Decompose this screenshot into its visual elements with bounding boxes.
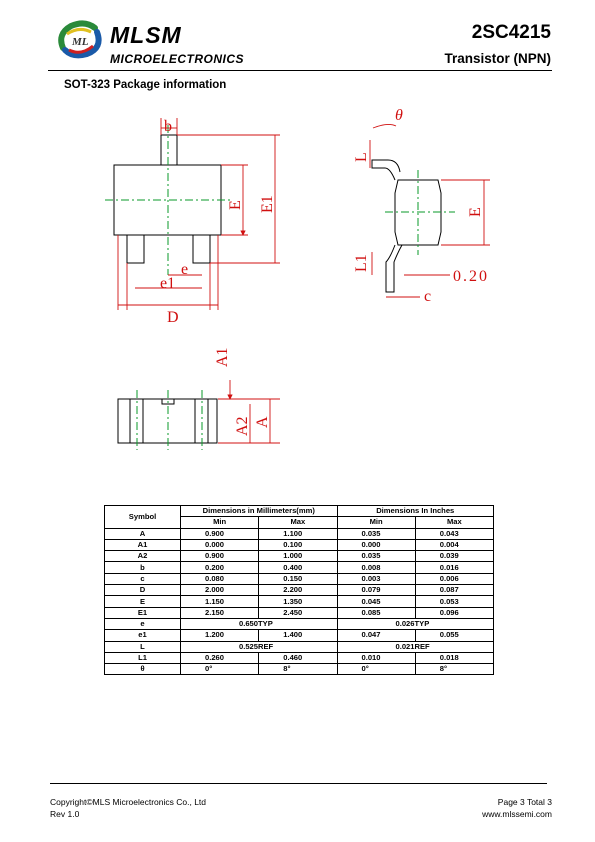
footer-divider — [50, 783, 547, 784]
cell-mm-max: 1.100 — [259, 528, 337, 539]
th-mm-min: Min — [181, 517, 259, 528]
cell-mm-min: 1.200 — [181, 630, 259, 641]
table-row — [105, 641, 494, 652]
label-c: c — [424, 288, 432, 305]
cell-symbol: L1 — [105, 652, 181, 663]
label-A2: A2 — [234, 416, 251, 436]
cell-in-max: 0.039 — [415, 551, 493, 562]
label-e1: e1 — [160, 275, 176, 292]
th-inches: Dimensions In Inches — [337, 506, 494, 517]
label-D: D — [167, 309, 179, 326]
th-symbol: Symbol — [105, 506, 181, 529]
cell-in-min: 0.000 — [337, 539, 415, 550]
brand-name: MLSM — [110, 22, 182, 48]
table-row — [105, 596, 494, 607]
part-number: 2SC4215 — [471, 22, 551, 43]
cell-mm-min: 1.150 — [181, 596, 259, 607]
cell-in-min: 0.003 — [337, 573, 415, 584]
top-lead-top — [161, 135, 177, 165]
cell-symbol: b — [105, 562, 181, 573]
cell-mm-typ: 0.650TYP — [181, 618, 338, 629]
cell-mm-min: 2.150 — [181, 607, 259, 618]
cell-in-typ: 0.026TYP — [337, 618, 494, 629]
cell-in-typ: 0.021REF — [337, 641, 494, 652]
top-lead-bottom-right — [193, 235, 210, 263]
th-mm-max: Max — [259, 517, 337, 528]
th-in-max: Max — [415, 517, 493, 528]
label-A: A — [254, 416, 271, 428]
table-row — [105, 528, 494, 539]
table-row — [105, 607, 494, 618]
cell-symbol: c — [105, 573, 181, 584]
cell-symbol: e — [105, 618, 181, 629]
side-lead-top — [372, 160, 400, 180]
label-E: E — [227, 200, 244, 210]
table-row — [105, 652, 494, 663]
footer-copyright: Copyright©MLS Microelectronics Co., Ltd — [50, 797, 207, 807]
label-E1: E1 — [259, 195, 276, 213]
cell-mm-max: 1.000 — [259, 551, 337, 562]
cell-symbol: A — [105, 528, 181, 539]
table-row — [105, 573, 494, 584]
table-row — [105, 585, 494, 596]
label-A1: A1 — [214, 347, 231, 367]
cell-mm-min: 0.900 — [181, 551, 259, 562]
cell-in-max: 0.016 — [415, 562, 493, 573]
cell-in-min: 0.035 — [337, 551, 415, 562]
cell-mm-max: 2.200 — [259, 585, 337, 596]
cell-in-min: 0.085 — [337, 607, 415, 618]
cell-symbol: A1 — [105, 539, 181, 550]
th-in-min: Min — [337, 517, 415, 528]
label-theta: θ — [395, 107, 403, 124]
table-row — [105, 664, 494, 675]
label-gauge: 0.20 — [453, 268, 489, 285]
cell-mm-min: 0.000 — [181, 539, 259, 550]
th-mm: Dimensions in Millimeters(mm) — [181, 506, 338, 517]
cell-in-min: 0.079 — [337, 585, 415, 596]
cell-in-min: 0.047 — [337, 630, 415, 641]
cell-symbol: A2 — [105, 551, 181, 562]
cell-mm-max: 0.460 — [259, 652, 337, 663]
logo-lettering: ML — [72, 36, 89, 48]
cell-symbol: L — [105, 641, 181, 652]
cell-mm-max: 1.350 — [259, 596, 337, 607]
cell-symbol: θ — [105, 664, 181, 675]
cell-mm-max: 0.150 — [259, 573, 337, 584]
cell-symbol: e1 — [105, 630, 181, 641]
cell-mm-max: 2.450 — [259, 607, 337, 618]
cell-symbol: E — [105, 596, 181, 607]
cell-in-max: 0.006 — [415, 573, 493, 584]
cell-in-max: 8° — [415, 664, 493, 675]
side-lead-bottom — [386, 245, 402, 292]
cell-mm-max: 8° — [259, 664, 337, 675]
brand-subtitle: MICROELECTRONICS — [110, 52, 244, 66]
cell-in-max: 0.087 — [415, 585, 493, 596]
table-row — [105, 551, 494, 562]
cell-in-min: 0.035 — [337, 528, 415, 539]
table-row — [105, 630, 494, 641]
cell-in-min: 0.045 — [337, 596, 415, 607]
label-L1: L1 — [353, 254, 370, 272]
top-lead-bottom-left — [127, 235, 144, 263]
cell-mm-min: 0.080 — [181, 573, 259, 584]
cell-mm-min: 0.260 — [181, 652, 259, 663]
front-view-body — [118, 399, 217, 443]
cell-mm-min: 2.000 — [181, 585, 259, 596]
cell-symbol: D — [105, 585, 181, 596]
cell-in-min: 0.008 — [337, 562, 415, 573]
label-e: e — [181, 261, 189, 278]
table-row — [105, 562, 494, 573]
cell-in-max: 0.018 — [415, 652, 493, 663]
footer-page: Page 3 Total 3 — [497, 797, 552, 807]
label-E-side: E — [467, 207, 484, 217]
cell-symbol: E1 — [105, 607, 181, 618]
cell-in-max: 0.096 — [415, 607, 493, 618]
cell-mm-min: 0.900 — [181, 528, 259, 539]
section-title: SOT-323 Package information — [64, 79, 227, 91]
cell-in-max: 0.004 — [415, 539, 493, 550]
table-row — [105, 539, 494, 550]
footer-revision: Rev 1.0 — [50, 809, 80, 819]
footer-url: www.mlssemi.com — [482, 809, 552, 819]
cell-in-min: 0° — [337, 664, 415, 675]
dimensions-table — [104, 505, 494, 675]
cell-mm-max: 1.400 — [259, 630, 337, 641]
cell-mm-min: 0° — [181, 664, 259, 675]
cell-in-max: 0.055 — [415, 630, 493, 641]
cell-mm-min: 0.200 — [181, 562, 259, 573]
cell-in-max: 0.053 — [415, 596, 493, 607]
table-row — [105, 618, 494, 629]
cell-mm-max: 0.400 — [259, 562, 337, 573]
label-b: b — [164, 118, 172, 135]
cell-in-min: 0.010 — [337, 652, 415, 663]
cell-mm-typ: 0.525REF — [181, 641, 338, 652]
cell-in-max: 0.043 — [415, 528, 493, 539]
cell-mm-max: 0.100 — [259, 539, 337, 550]
part-type: Transistor (NPN) — [444, 51, 551, 66]
label-L: L — [353, 152, 370, 162]
